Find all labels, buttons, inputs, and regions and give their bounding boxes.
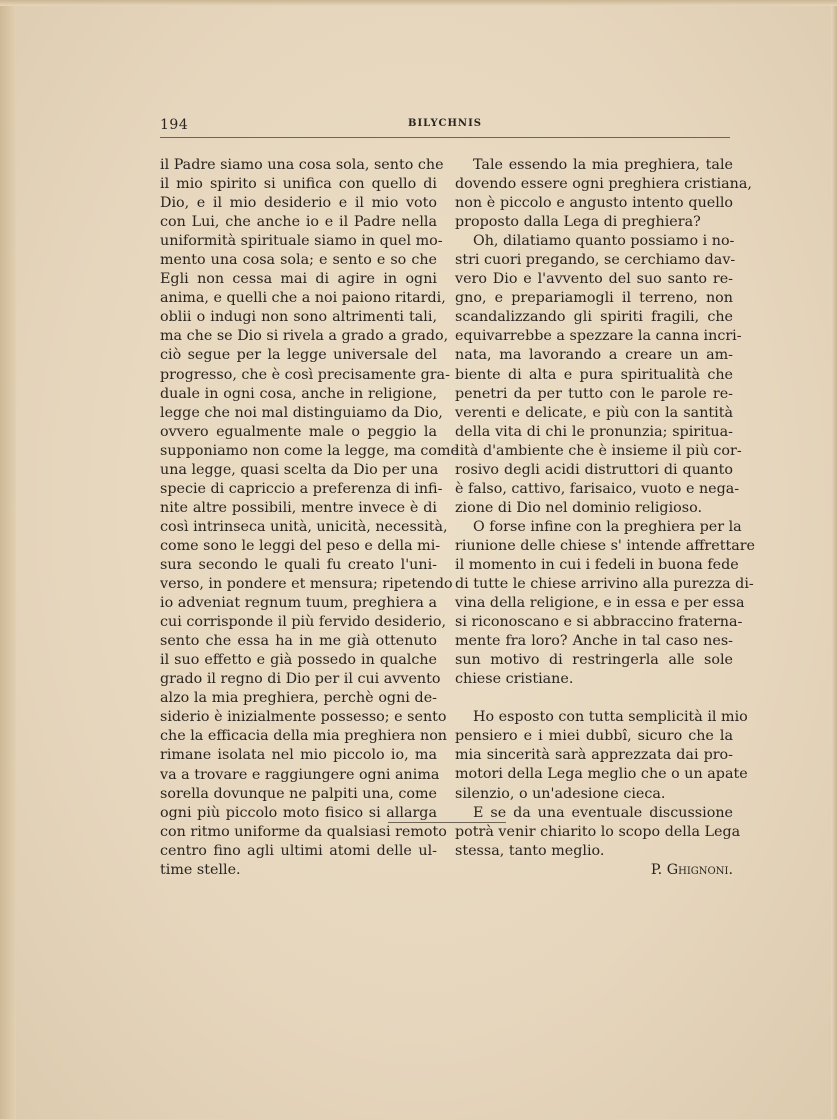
text-line: della vita di chi le pronunzia; spiritua- [455,423,733,440]
left-column [160,156,459,880]
text-line: lità d'ambiente che è insieme il più cor- [455,442,742,459]
text-line: ogni più piccolo moto fisico si allarga [160,804,437,821]
text-line: centro fino agli ultimi atomi delle ul- [160,842,437,859]
text-line: non è piccolo e angusto intento quello [455,195,733,212]
text-line: E se da una eventuale discussione [473,804,733,821]
text-line: di tutte le chiese arrivino alla purezza di- [455,576,754,593]
text-line: ovvero egualmente male o peggio la [160,423,437,440]
text-line: ciò segue per la legge universale del [160,347,437,364]
text-line: il momento in cui i fedeli in buona fede [455,556,739,573]
text-line: si riconoscano e si abbraccino fraterna- [455,614,743,631]
text-line: il suo effetto e già possedo in qualche [160,652,437,669]
text-line: time stelle. [160,861,241,878]
page-edge-right [831,0,837,1119]
text-line: O forse infine con la preghiera per la [473,518,742,535]
text-line: sura secondo le quali fu creato l'uni- [160,556,437,573]
text-line: siderio è inizialmente possesso; e sento [160,709,447,726]
text-line: specie di capriccio a preferenza di infi- [160,480,443,497]
text-line: potrà venir chiarito lo scopo della Lega [455,823,741,840]
text-line: con Lui, che anche io e il Padre nella [160,214,437,231]
text-line: con ritmo uniforme da qualsiasi remoto [160,823,447,840]
text-line: Egli non cessa mai di agire in ogni [160,271,437,288]
text-line: come sono le leggi del peso e della mi- [160,537,441,554]
page-edge-left [0,0,16,1119]
text-line: uniformità spirituale siamo in quel mo- [160,233,443,250]
text-line: pensiero e i miei dubbî, sicuro che la [455,728,733,745]
text-line: anima, e quelli che a noi paiono ritardi, [160,290,446,307]
text-line: che la efficacia della mia preghiera non [160,728,448,745]
text-line: progresso, che è così precisamente gra- [160,366,450,383]
text-line: verenti e delicate, e più con la santità [455,404,733,421]
text-line: il mio spirito si unifica con quello di [160,176,437,193]
text-line: ma che se Dio si rivela a grado a grado, [160,328,449,345]
text-line: motori della Lega meglio che o un apate [455,766,748,783]
text-line: mente fra loro? Anche in tal caso nes- [455,633,733,650]
text-line: penetri da per tutto con le parole re- [455,385,733,402]
running-header [160,117,730,138]
text-line: è falso, cattivo, farisaico, vuoto e nega- [455,480,740,497]
text-line: oblii o indugi non sono altrimenti tali, [160,309,437,326]
text-line: proposto dalla Lega di preghiera? [455,214,701,231]
text-line: va a trovare e raggiungere ogni anima [160,766,440,783]
text-line: così intrinseca unità, unicità, necessità, [160,518,448,535]
running-title: BILYCHNIS [408,118,482,129]
page-number: 194 [160,117,189,133]
text-line: supponiamo non come la legge, ma come [160,442,459,459]
text-line: nata, ma lavorando a creare un am- [455,347,733,364]
text-line: riunione delle chiese s' intende affrettare [455,537,756,554]
text-line: Oh, dilatiamo quanto possiamo i no- [473,233,735,250]
text-line: sun motivo di restringerla alle sole [455,652,733,669]
text-line: zione di Dio nel dominio religioso. [455,499,702,516]
text-line: vina della religione, e in essa e per essa [455,595,745,612]
text-line: verso, in pondere et mensura; ripetendo [160,576,453,593]
page-edge-top [0,0,837,6]
paragraph-gap [455,689,733,708]
text-line: stessa, tanto meglio. [455,842,605,859]
text-line: il Padre siamo una cosa sola, sento che [160,157,444,173]
text-line: una legge, quasi scelta da Dio per una [160,461,439,478]
text-line: io adveniat regnum tuum, preghiera a [160,595,437,612]
text-line: gno, e prepariamogli il terreno, non [455,290,733,307]
text-line: Ho esposto con tutta semplicità il mio [473,709,748,726]
text-line: Tale essendo la mia preghiera, tale [473,157,733,173]
text-line: sento che essa ha in me già ottenuto [160,633,437,650]
text-line: Dio, e il mio desiderio e il mio voto [160,195,437,212]
text-line: sorella dovunque ne palpiti una, come [160,785,437,802]
text-line: chiese cristiane. [455,671,574,688]
text-line: mia sincerità sarà apprezzata dai pro- [455,747,733,764]
text-line: cui corrisponde il più fervido desiderio, [160,614,447,631]
text-line: alzo la mia preghiera, perchè ogni de- [160,690,437,707]
text-line: mento una cosa sola; e sento e so che [160,252,437,269]
signature: P. Ghignoni. [650,861,733,878]
text-line: duale in ogni cosa, anche in religione, [160,385,437,402]
text-line: vero Dio e l'avvento del suo santo re- [455,271,733,288]
text-line: equivarrebbe a spezzare la canna incri- [455,328,742,345]
text-line: legge che noi mal distinguiamo da Dio, [160,404,443,421]
text-line: grado il regno di Dio per il cui avvento [160,671,441,688]
text-line: nite altre possibili, mentre invece è di [160,499,437,516]
text-line: stri cuori pregando, se cerchiamo dav- [455,252,736,269]
text-line: dovendo essere ogni preghiera cristiana, [455,176,752,193]
right-column [455,156,756,880]
text-line: rosivo degli acidi distruttori di quanto [455,461,733,478]
section-divider [388,822,506,823]
text-line: rimane isolata nel mio piccolo io, ma [160,747,437,764]
text-line: silenzio, o un'adesione cieca. [455,785,666,802]
text-line: scandalizzando gli spiriti fragili, che [455,309,733,326]
text-line: biente di alta e pura spiritualità che [455,366,733,383]
